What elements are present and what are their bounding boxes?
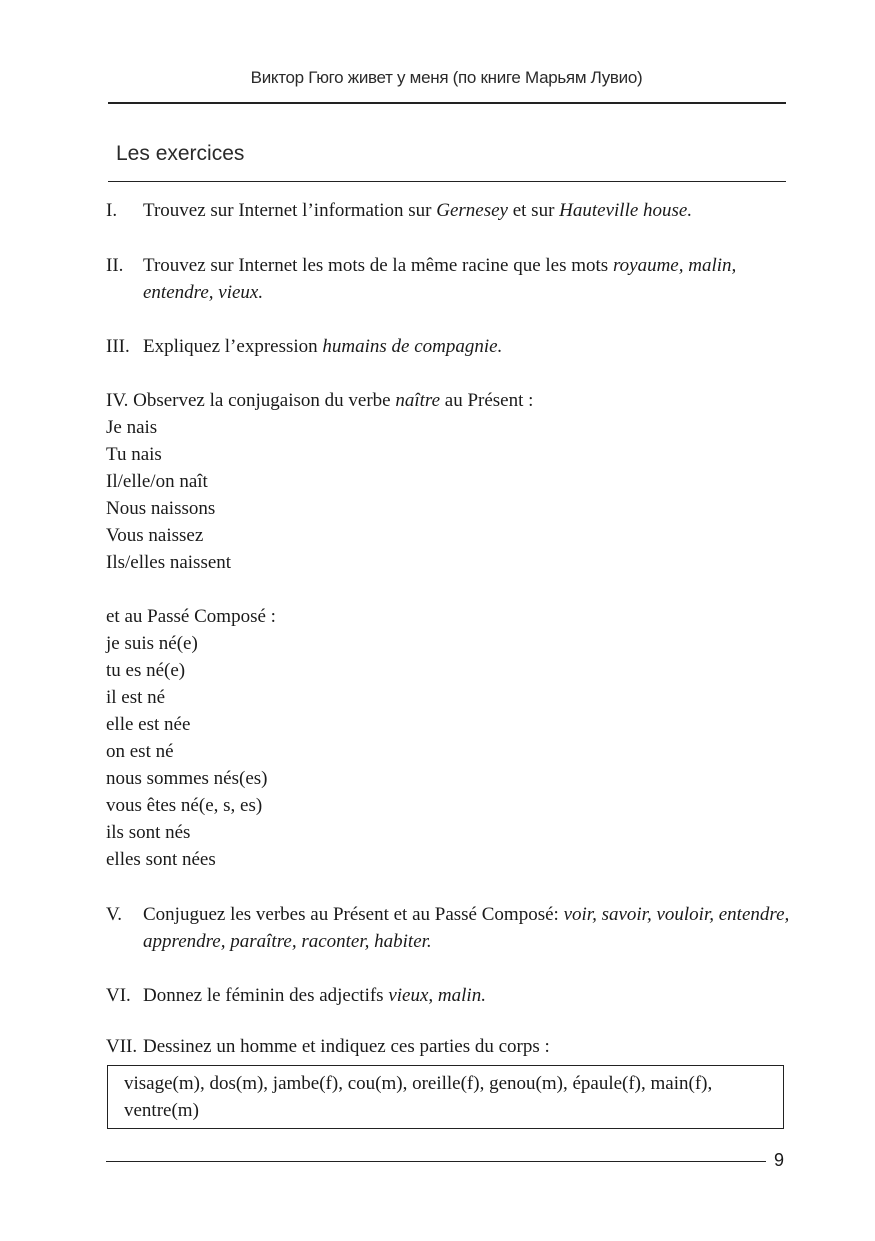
exercise-number: II. bbox=[106, 255, 124, 276]
exercise-number: I. bbox=[106, 200, 118, 221]
exercise-number: IV. bbox=[106, 390, 129, 411]
exercise-number: V. bbox=[106, 904, 123, 925]
passe-compose-block bbox=[106, 603, 276, 873]
exercise-text: Dessinez un homme et indiquez ces parties du corps : bbox=[143, 1036, 550, 1057]
exercise-3 bbox=[106, 333, 796, 360]
conjugation-line: nous sommes nés(es) bbox=[106, 768, 268, 789]
conjugation-line: je suis né(e) bbox=[106, 633, 198, 654]
exercise-2 bbox=[106, 252, 796, 306]
conjugation-line: Nous naissons bbox=[106, 498, 216, 519]
exercise-7 bbox=[106, 1033, 796, 1060]
exercise-4: IV. Observez la conjugaison du verbe naître au Présent : bbox=[106, 390, 534, 411]
running-header: Виктор Гюго живет у меня (по книге Марьям Лувио) bbox=[250, 68, 643, 87]
conjugation-line: il est né bbox=[106, 687, 166, 708]
exercise-5 bbox=[106, 901, 796, 955]
exercise-text: Conjuguez les verbes au Présent et au Passé Composé: voir, savoir, vouloir, entendre, apprendre, paraître, raconter, habiter. bbox=[143, 904, 790, 952]
exercise-number: VI. bbox=[106, 985, 131, 1006]
conjugation-line: Je nais bbox=[106, 417, 158, 438]
exercise-text: Donnez le féminin des adjectifs vieux, malin. bbox=[143, 985, 486, 1006]
present-conjugation bbox=[106, 414, 231, 576]
footer-rule bbox=[106, 1161, 766, 1162]
header-rule bbox=[108, 102, 786, 104]
section-rule bbox=[108, 181, 786, 182]
conjugation-line: Il/elle/on naît bbox=[106, 471, 208, 492]
conjugation-line: Ils/elles naissent bbox=[106, 552, 232, 573]
conjugation-line: vous êtes né(e, s, es) bbox=[106, 795, 263, 816]
conjugation-line: Tu nais bbox=[106, 444, 162, 465]
exercise-number: VII. bbox=[106, 1036, 138, 1057]
conjugation-line: elle est née bbox=[106, 714, 191, 735]
conjugation-line: elles sont nées bbox=[106, 849, 216, 870]
conjugation-line: Vous naissez bbox=[106, 525, 204, 546]
vocabulary-box: visage(m), dos(m), jambe(f), cou(m), oreille(f), genou(m), épaule(f), main(f), ventre(m) bbox=[107, 1065, 784, 1129]
exercise-number: III. bbox=[106, 336, 130, 357]
conjugation-line: tu es né(e) bbox=[106, 660, 186, 681]
section-title: Les exercices bbox=[116, 142, 245, 165]
passe-compose-intro: et au Passé Composé : bbox=[106, 606, 276, 627]
conjugation-line: ils sont nés bbox=[106, 822, 191, 843]
page-number: 9 bbox=[774, 1150, 785, 1170]
exercise-text: Trouvez sur Internet les mots de la même racine que les mots royaume, malin, entendre, vieux. bbox=[143, 255, 737, 303]
conjugation-line: on est né bbox=[106, 741, 174, 762]
exercise-text: Expliquez l’expression humains de compagnie. bbox=[143, 336, 503, 357]
exercise-1 bbox=[106, 197, 796, 224]
exercise-6 bbox=[106, 982, 796, 1009]
exercise-text: Trouvez sur Internet l’information sur Gernesey et sur Hauteville house. bbox=[143, 200, 693, 221]
